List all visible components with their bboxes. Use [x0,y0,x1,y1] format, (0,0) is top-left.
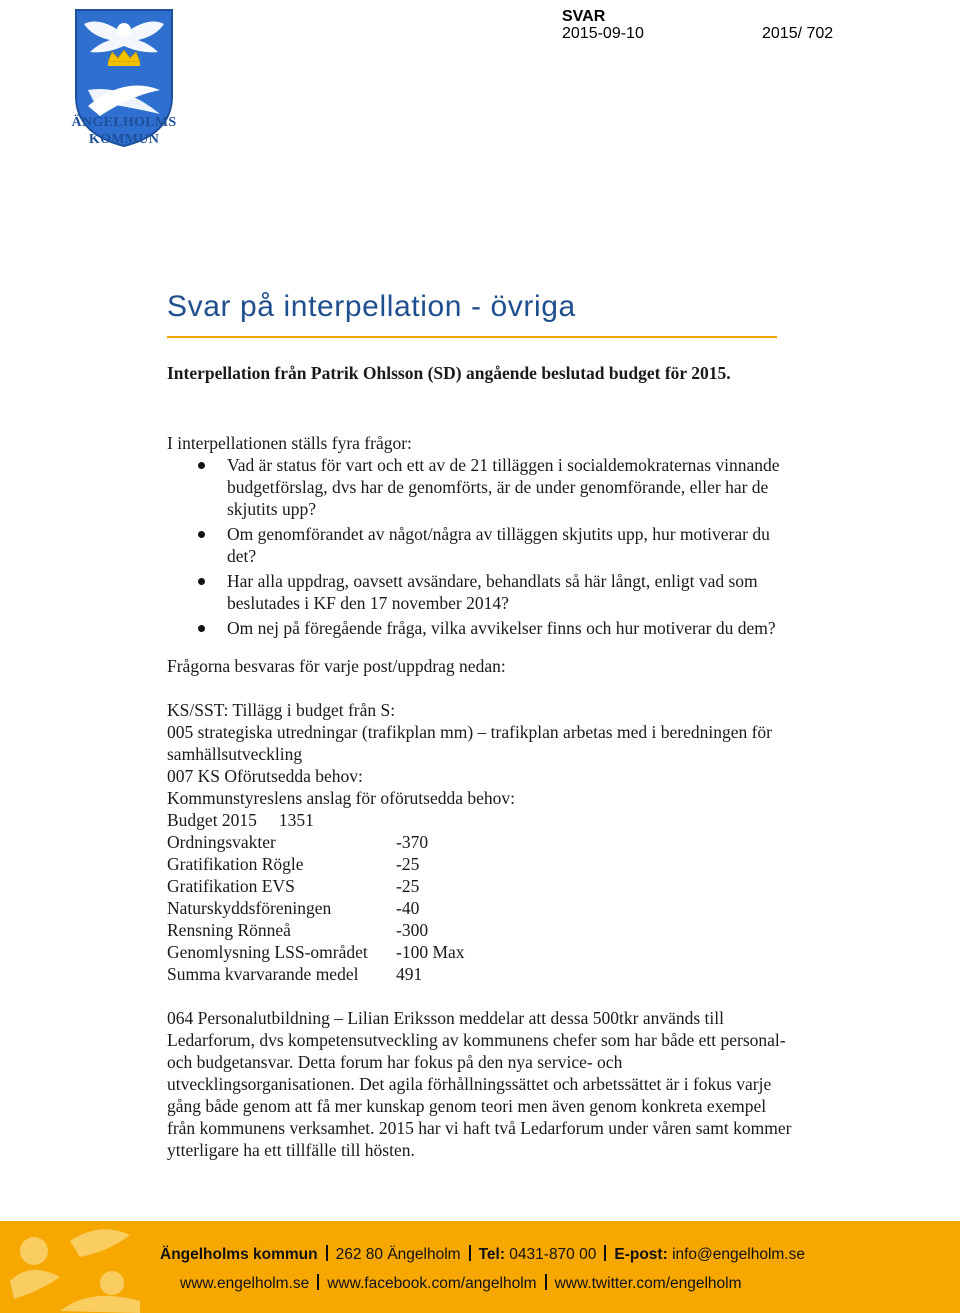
page-title: Svar på interpellation - övriga [167,290,576,323]
footer-separator [326,1245,328,1261]
footer-facebook-link[interactable]: www.facebook.com/angelholm [327,1275,537,1292]
section-line-007: 007 KS Oförutsedda behov: [167,766,363,786]
section-line-005: 005 strategiska utredningar (trafikplan mm) – trafikplan arbetas med i beredningen för samhällsutveckling [167,722,772,764]
budget-value: 1351 [278,810,314,830]
document-reference: 2015/ 702 [762,25,834,42]
footer-tel: 0431-870 00 [509,1246,597,1263]
table-row [167,831,465,853]
footer-org: Ängelholms kommun [160,1246,318,1263]
question-item [167,523,792,567]
budget-total [167,809,792,831]
footer-tel-label: Tel: [478,1246,505,1263]
budget-table [167,831,465,985]
row-value: -300 [396,920,429,940]
row-value: -25 [396,876,420,896]
row-label: Naturskyddsföreningen [167,898,332,918]
footer-band [0,1221,960,1313]
row-value: -100 Max [396,942,465,962]
cherub-decoration-icon [0,1221,150,1313]
footer-contact-line [160,1245,950,1264]
bullet-icon [198,462,205,469]
question-item [167,570,792,614]
question-text: Om genomförandet av något/några av tilläggen skjutits upp, hur motiverar du det? [227,524,770,566]
question-text: Vad är status för vart och ett av de 21 tilläggen i socialdemokraternas vinnande budgetförslag, dvs har de genomförts, är de under genomförande, eller har de skjutits upp? [227,455,780,519]
table-row [167,941,465,963]
table-row [167,875,465,897]
answer-intro: Frågorna besvaras för varje post/uppdrag nedan: [167,656,506,676]
bullet-icon [198,531,205,538]
footer-email-label: E-post: [614,1246,668,1263]
footer-address: 262 80 Ängelholm [335,1246,461,1263]
bullet-icon [198,625,205,632]
section-line-anslag: Kommunstyreslens anslag för oförutsedda behov: [167,788,515,808]
interpellation-subtitle: Interpellation från Patrik Ohlsson (SD) angående beslutad budget för 2015. [167,363,731,383]
footer-separator [469,1245,471,1261]
footer-separator [545,1274,547,1290]
table-row [167,919,465,941]
footer-separator [317,1274,319,1290]
budget-label: Budget 2015 [167,810,257,830]
intro-text: I interpellationen ställs fyra frågor: [167,433,412,453]
question-item [167,454,792,520]
table-row [167,897,465,919]
document-type: SVAR [562,8,606,25]
table-row [167,853,465,875]
row-label: Gratifikation Rögle [167,854,304,874]
document-body [167,432,792,1161]
question-item [167,617,792,639]
footer-web-line [180,1274,960,1293]
row-label: Ordningsvakter [167,832,276,852]
document-date: 2015-09-10 [562,25,644,42]
title-underline [167,336,777,338]
question-text: Om nej på föregående fråga, vilka avvikelser finns och hur motiverar du dem? [227,618,776,638]
footer-email-link[interactable]: info@engelholm.se [672,1246,805,1263]
row-value: -370 [396,832,429,852]
section-heading: KS/SST: Tillägg i budget från S: [167,700,396,720]
row-label: Summa kvarvarande medel [167,964,359,984]
table-row [167,963,465,985]
bullet-icon [198,578,205,585]
footer-twitter-link[interactable]: www.twitter.com/engelholm [554,1275,742,1292]
row-value: 491 [396,964,423,984]
row-label: Rensning Rönneå [167,920,291,940]
question-text: Har alla uppdrag, oavsett avsändare, behandlats så här långt, enligt vad som beslutades i KF den 17 november 2014? [227,571,758,613]
logo-name-line1: ÄNGELHOLMS [71,115,177,130]
row-value: -25 [396,854,420,874]
question-list [167,454,792,639]
row-label: Gratifikation EVS [167,876,295,896]
row-value: -40 [396,898,420,918]
logo-name-line2: KOMMUN [88,132,160,147]
row-label: Genomlysning LSS-området [167,942,368,962]
footer-separator [604,1245,606,1261]
personalutbildning-paragraph: 064 Personalutbildning – Lilian Eriksson meddelar att dessa 500tkr används till Ledarforum, dvs kompetensutveckling av kommunens chefer som har både ett personal-och budgetansvar. Detta forum har fokus på den nya service- och utvecklingsorganisationen. Det agila förhållningssättet och arbetssättet är i fokus varje gång både genom att få mer kunskap genom teori men även genom konkreta exempel från kommunens verksamhet. 2015 har vi haft två Ledarforum under våren samt kommer ytterligare ha ett tillfälle till hösten. [167,1008,792,1160]
footer-web-link[interactable]: www.engelholm.se [180,1275,310,1292]
